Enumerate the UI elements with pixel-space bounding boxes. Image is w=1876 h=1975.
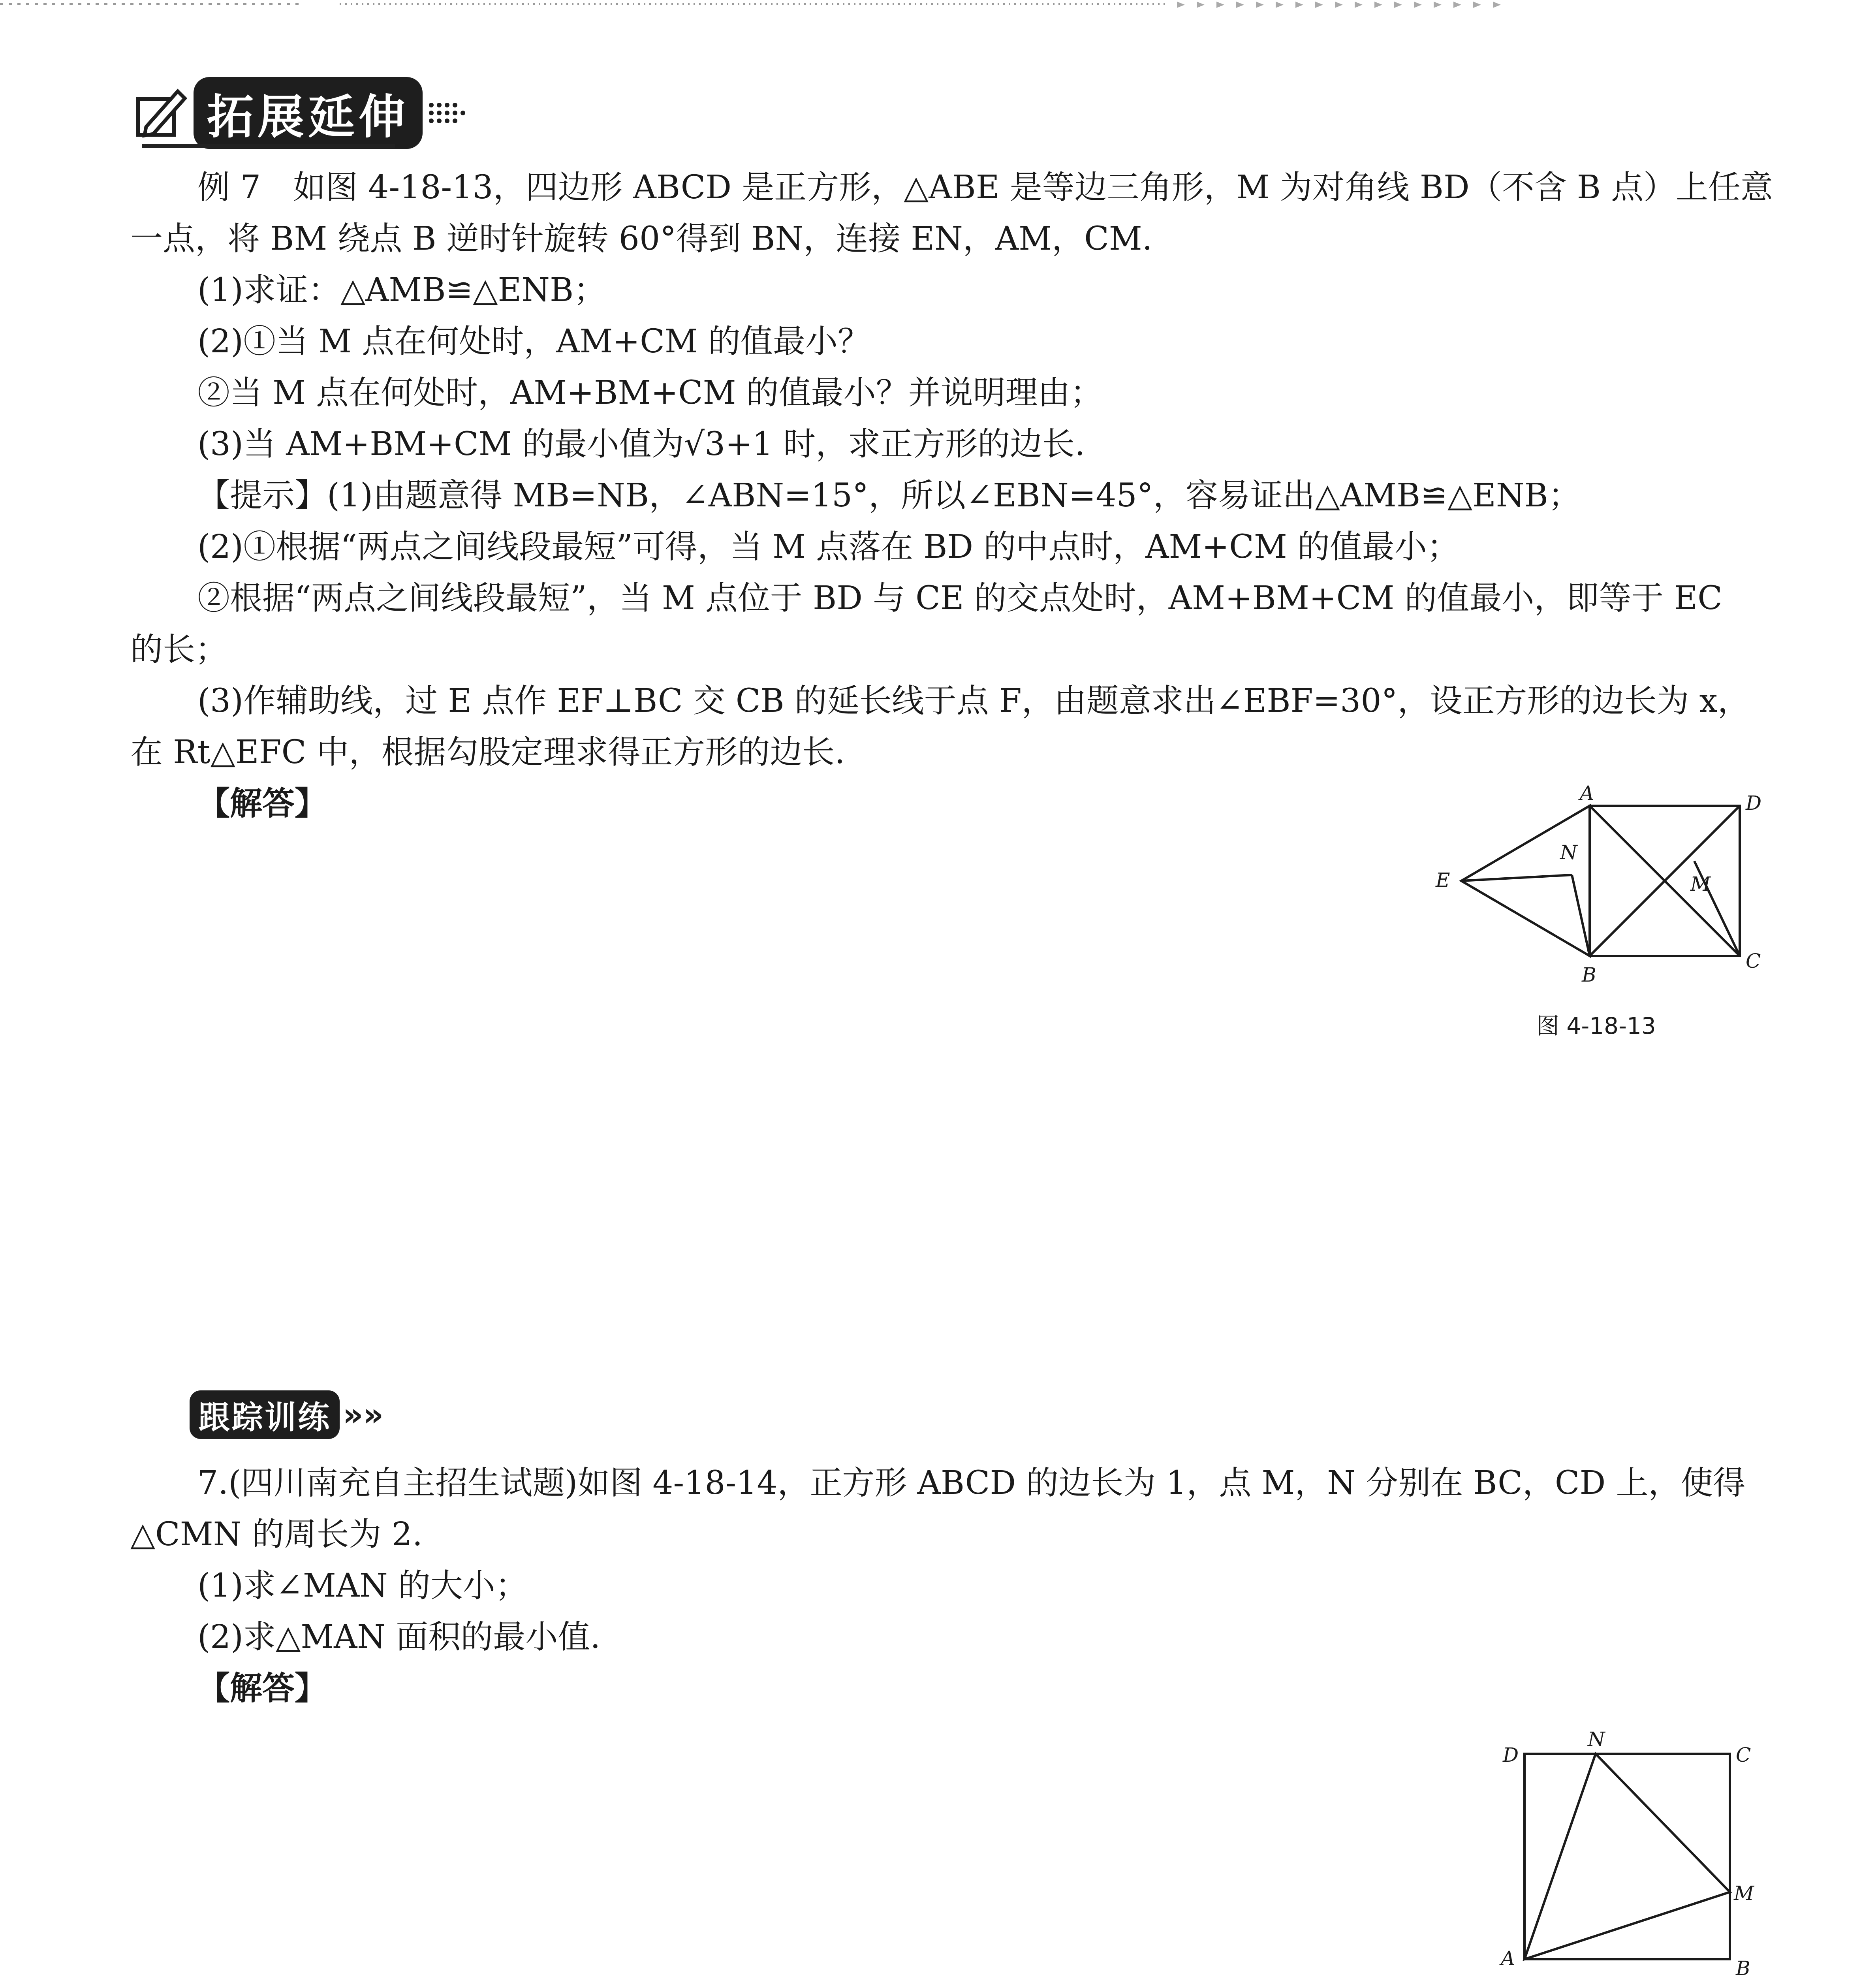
fig1-label-e: E xyxy=(1436,869,1450,892)
hint-line: (2)①根据“两点之间线段最短”可得，当 M 点落在 BD 的中点时，AM+CM 的值最小； xyxy=(197,528,1459,566)
hint-line: 【提示】(1)由题意得 MB=NB，∠ABN=15°，所以∠EBN=45°，容易证出△AMB≌△ENB； xyxy=(197,477,1581,514)
example-line: (1)求证：△AMB≌△ENB； xyxy=(197,271,606,309)
section-title: 拓展延伸 xyxy=(194,77,423,149)
practice-line: (2)求△MAN 面积的最小值. xyxy=(197,1618,601,1656)
figure1-caption: 图 4-18-13 xyxy=(1536,1012,1656,1039)
practice-line: △CMN 的周长为 2. xyxy=(130,1516,423,1553)
hint-line: ②根据“两点之间线段最短”，当 M 点位于 BD 与 CE 的交点处时，AM+BM+CM 的值最小，即等于 EC xyxy=(197,579,1723,617)
answer-label: 【解答】 xyxy=(197,1670,327,1707)
example-line: ②当 M 点在何处时，AM+BM+CM 的值最小？并说明理由； xyxy=(197,374,1103,412)
hint-line: 的长； xyxy=(130,631,228,668)
hint-line: (3)作辅助线，过 E 点作 EF⊥BC 交 CB 的延长线于点 F，由题意求出∠EBF=30°，设正方形的边长为 x， xyxy=(197,682,1750,720)
triangle-man xyxy=(1524,1754,1730,1959)
double-chevron-icon: »» xyxy=(343,1396,384,1433)
fig1-label-n: N xyxy=(1560,841,1577,864)
header-rule xyxy=(142,144,395,148)
pencil-notebook-icon xyxy=(130,83,190,143)
fig2-label-d: D xyxy=(1503,1744,1519,1766)
example-line: 例 7 如图 4-18-13，四边形 ABCD 是正方形，△ABE 是等边三角形，M 为对角线 BD（不含 B 点）上任意 xyxy=(197,169,1773,206)
practice-title: 跟踪训练 xyxy=(190,1390,340,1439)
example-line: 一点，将 BM 绕点 B 逆时针旋转 60°得到 BN，连接 EN，AM，CM. xyxy=(130,220,1152,258)
practice-header xyxy=(190,1390,383,1439)
example-7 xyxy=(130,162,1773,830)
dots-decoration-icon xyxy=(427,97,475,129)
fig1-label-a: A xyxy=(1580,782,1594,805)
fig2-label-a: A xyxy=(1501,1947,1515,1970)
practice-7 xyxy=(130,1458,1769,1714)
figure-4-18-14 xyxy=(1473,1722,1754,1975)
square-abcd xyxy=(1524,1754,1730,1959)
fig2-label-c: C xyxy=(1736,1744,1751,1766)
segment-en xyxy=(1461,875,1572,881)
hint-line: 在 Rt△EFC 中，根据勾股定理求得正方形的边长. xyxy=(130,734,845,771)
fig2-label-m: M xyxy=(1734,1882,1754,1905)
example-line: (2)①当 M 点在何处时，AM+CM 的值最小？ xyxy=(197,323,870,360)
answer-label: 【解答】 xyxy=(197,785,327,822)
practice-line: (1)求∠MAN 的大小； xyxy=(197,1567,528,1604)
fig1-label-c: C xyxy=(1746,950,1761,972)
example-line: (3)当 AM+BM+CM 的最小值为√3+1 时，求正方形的边长. xyxy=(197,425,1085,463)
practice-line: 7.(四川南充自主招生试题)如图 4-18-14，正方形 ABCD 的边长为 1，点 M，N 分别在 BC，CD 上，使得 xyxy=(197,1464,1746,1502)
fig1-label-d: D xyxy=(1746,792,1762,814)
figure-4-18-13 xyxy=(1422,778,1762,999)
fig1-label-m: M xyxy=(1690,873,1711,895)
segment-bn xyxy=(1572,875,1590,956)
top-decoration xyxy=(0,0,1876,24)
fig1-label-b: B xyxy=(1582,963,1596,986)
fig2-label-b: B xyxy=(1736,1957,1750,1975)
fig2-label-n: N xyxy=(1588,1728,1605,1751)
section-header xyxy=(130,77,475,149)
